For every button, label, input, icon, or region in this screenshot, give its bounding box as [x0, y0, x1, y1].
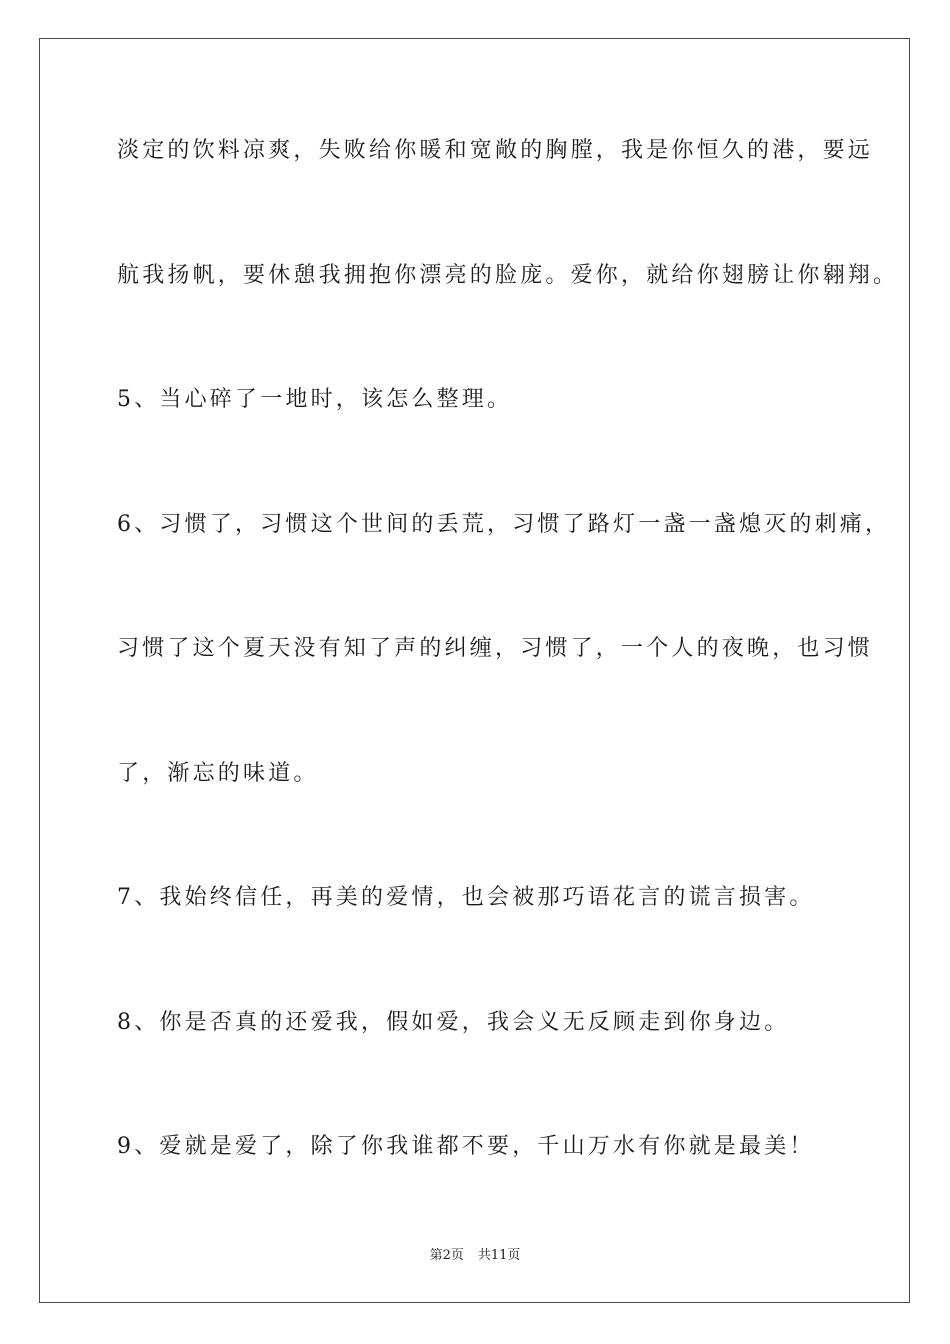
text-line-1: 淡定的饮料凉爽，失败给你暖和宽敞的胸膛，我是你恒久的港，要远 — [117, 138, 874, 163]
text-line-7: 7、我始终信任，再美的爱情，也会被那巧语花言的谎言损害。 — [117, 885, 815, 910]
text-line-6: 了，渐忘的味道。 — [117, 761, 319, 786]
page-footer — [0, 1247, 950, 1265]
text-line-8: 8、你是否真的还爱我，假如爱，我会义无反顾走到你身边。 — [117, 1010, 790, 1035]
text-line-9: 9、爱就是爱了，除了你我谁都不要，千山万水有你就是最美！ — [117, 1134, 815, 1159]
page-total: 共11页 — [477, 1248, 521, 1263]
text-line-3: 5、当心碎了一地时，该怎么整理。 — [117, 387, 513, 412]
page-border — [39, 38, 910, 1303]
text-line-5: 习惯了这个夏天没有知了声的纠缠，习惯了，一个人的夜晚，也习惯 — [117, 636, 874, 661]
text-line-2: 航我扬帆，要休憩我拥抱你漂亮的脸庞。爱你，就给你翅膀让你翱翔。 — [117, 263, 899, 288]
text-line-4: 6、习惯了，习惯这个世间的丢荒，习惯了路灯一盏一盏熄灭的刺痛， — [117, 512, 891, 537]
page-number: 第2页 — [429, 1248, 464, 1263]
